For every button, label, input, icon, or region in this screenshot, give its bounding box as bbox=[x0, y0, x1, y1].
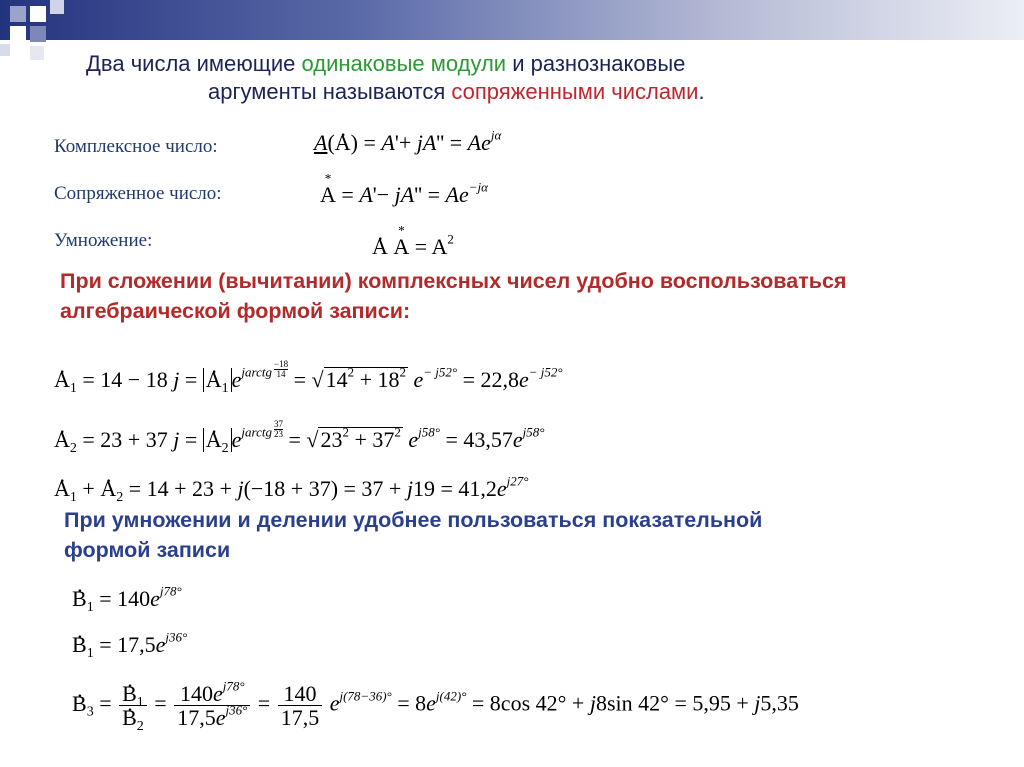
formula-b2: . $B_1 = 17,5e^{j36^\circ}$ bbox=[72, 634, 187, 656]
formula-multiplication: . $A * A = A^2$ bbox=[372, 236, 454, 258]
label-complex-number: Комплексное число: bbox=[54, 136, 218, 157]
formula-b3: . $B_3$ = . $B_1$ . $B_2$ = $\frac{140e^{j78^\circ}}{17,5e^{j36^\circ}}$ = $\frac{140}{17,5}$ $e^{j(78-36)^\circ} = 8e^{j(42)^\circ} = 8\cos$ 42° + j8sin 42° = 5,95 + j5,35 bbox=[72, 682, 799, 729]
label-multiplication: Умножение: bbox=[54, 230, 153, 251]
formula-conjugate: * $A = A'- jA'' = Ae^{-j\alpha}$ bbox=[320, 184, 488, 206]
formula-a1: . $A_1 = 14 - 18$ j = . $A_1$ $e^{jarctg}$ $\frac{-18}{14} = √14^2 + 18^2$ $e^{- j52^\circ} = 22,8e^{- j52^\circ}$ bbox=[54, 360, 563, 392]
paragraph-multiplication: При умножении и делении удобнее пользоваться показательной формой записи bbox=[64, 508, 763, 562]
formula-a2: . $A_2 = 23 + 37$ j = . $A_2$ $e^{jarctg}$ $\frac{37}{23} = √23^2 + 37^2$ $e^{j58^\circ} = 43,57e^{j58^\circ}$ bbox=[54, 420, 544, 452]
label-conjugate-number: Сопряженное число: bbox=[54, 183, 222, 204]
formula-a1-plus-a2: . $A_1$ + . $A_2 = 14 + 23 + j(-18 + 37) = 37 + j19 = 41,2e^{j27^\circ}$ bbox=[54, 478, 528, 500]
formula-b1: . $B_1 = 140e^{j78^\circ}$ bbox=[72, 588, 182, 610]
paragraph-addition: При сложении (вычитании) комплексных чисел удобно воспользоваться алгебраической формой записи: bbox=[60, 269, 847, 323]
formula-complex: A(. $A) = A'+ jA'' = Ae^{j\alpha}$ bbox=[314, 132, 501, 154]
header-bar bbox=[0, 0, 1024, 40]
slide-title: Два числа имеющие одинаковые модули и разнознаковые аргументы называются сопряженными числами. bbox=[86, 51, 705, 104]
